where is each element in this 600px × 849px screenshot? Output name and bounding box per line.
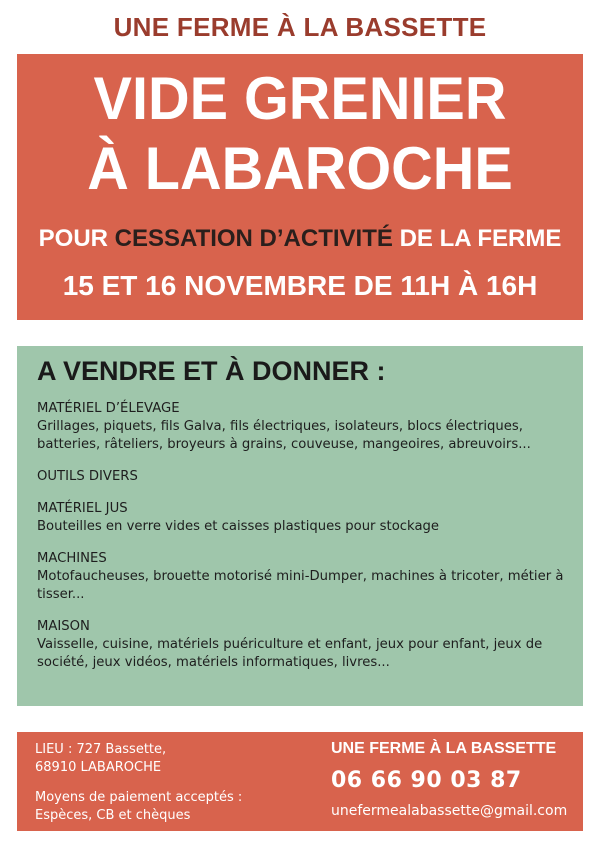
payment-line-1: Moyens de paiement acceptés : <box>35 790 243 805</box>
section-items: Grillages, piquets, fils Galva, fils électriques, isolateurs, blocs électriques, batteries, râteliers, broyeurs à grains, couveuse, mangeoires, abreuvoirs... <box>37 419 531 452</box>
event-dates: 15 ET 16 NOVEMBRE DE 11H À 16H <box>62 270 538 301</box>
hero-title-line-1: VIDE GRENIER <box>93 65 507 132</box>
section-outils-divers <box>37 468 573 486</box>
section-materiel-jus <box>37 500 573 536</box>
sale-sections <box>37 400 573 686</box>
section-title: MATÉRIEL D’ÉLEVAGE <box>37 401 180 416</box>
subtitle-suffix: DE LA FERME <box>392 225 562 252</box>
contact-footer <box>17 732 583 831</box>
subtitle-highlight: CESSATION D’ACTIVITÉ <box>114 225 393 252</box>
location-payment-block <box>35 741 242 825</box>
section-title: OUTILS DIVERS <box>37 469 138 484</box>
header-title: UNE FERME À LA BASSETTE <box>113 12 487 42</box>
sale-heading: A VENDRE ET À DONNER : <box>37 356 386 386</box>
contact-block <box>331 740 567 819</box>
section-items: Bouteilles en verre vides et caisses plastiques pour stockage <box>37 519 440 534</box>
footer-brand: UNE FERME À LA BASSETTE <box>331 740 557 757</box>
phone-number: 06 66 90 03 87 <box>331 768 522 793</box>
hero-title-line-2: À LABAROCHE <box>87 135 513 202</box>
section-items: Vaisselle, cuisine, matériels puériculture et enfant, jeux pour enfant, jeux de société, jeux vidéos, matériels informatiques, livres... <box>37 637 543 670</box>
payment-line-2: Espèces, CB et chèques <box>35 808 191 823</box>
subtitle-prefix: POUR <box>38 225 115 252</box>
section-title: MATÉRIEL JUS <box>37 501 128 516</box>
hero-subtitle <box>17 225 583 253</box>
hero-banner <box>17 54 583 320</box>
section-maison <box>37 618 573 672</box>
location-line-2: 68910 LABAROCHE <box>35 760 162 775</box>
section-machines <box>37 550 573 604</box>
section-items: Motofaucheuses, brouette motorisé mini-Dumper, machines à tricoter, métier à tisser... <box>37 569 564 602</box>
email-address: unefermealabassette@gmail.com <box>331 803 568 819</box>
section-title: MAISON <box>37 619 90 634</box>
section-materiel-elevage <box>37 400 573 454</box>
location-line-1: LIEU : 727 Bassette, <box>35 742 167 757</box>
sale-panel <box>17 346 583 706</box>
section-title: MACHINES <box>37 551 107 566</box>
